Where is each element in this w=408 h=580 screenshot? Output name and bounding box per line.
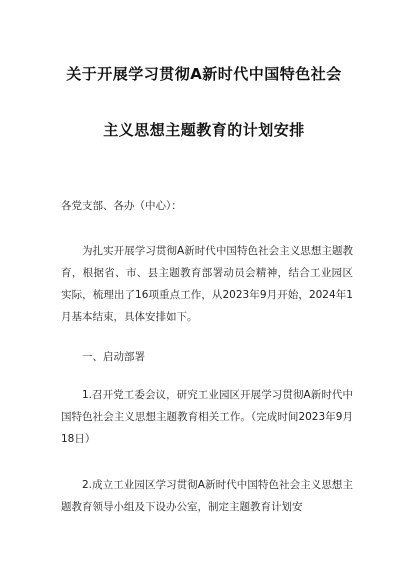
- document-title-line-2: 主义思想主题教育的计划安排: [103, 121, 305, 139]
- salutation: 各党支部、各办（中心）：: [61, 200, 182, 212]
- document-title-line-1: 关于开展学习贯彻A新时代中国特色社会: [66, 65, 342, 83]
- intro-paragraph: 为扎实开展学习贯彻A新时代中国特色社会主义思想主题教育，根据省、市、县主题教育部署动员会精神，结合工业园区实际，梳理出了16项重点工作，从2023年9月开始，2024年1月基本结束，具体安排如下。: [61, 245, 353, 323]
- list-item-2: 2.成立工业园区学习贯彻A新时代中国特色社会主义思想主题教育领导小组及下设办公室，制定主题教育计划安: [61, 479, 353, 513]
- list-item-1: 1.召开党工委会议，研究工业园区开展学习贯彻A新时代中国特色社会主义思想主题教育相关工作。（完成时间2023年9月18日）: [61, 389, 353, 445]
- section-heading-launch: 一、启动部署: [82, 351, 145, 363]
